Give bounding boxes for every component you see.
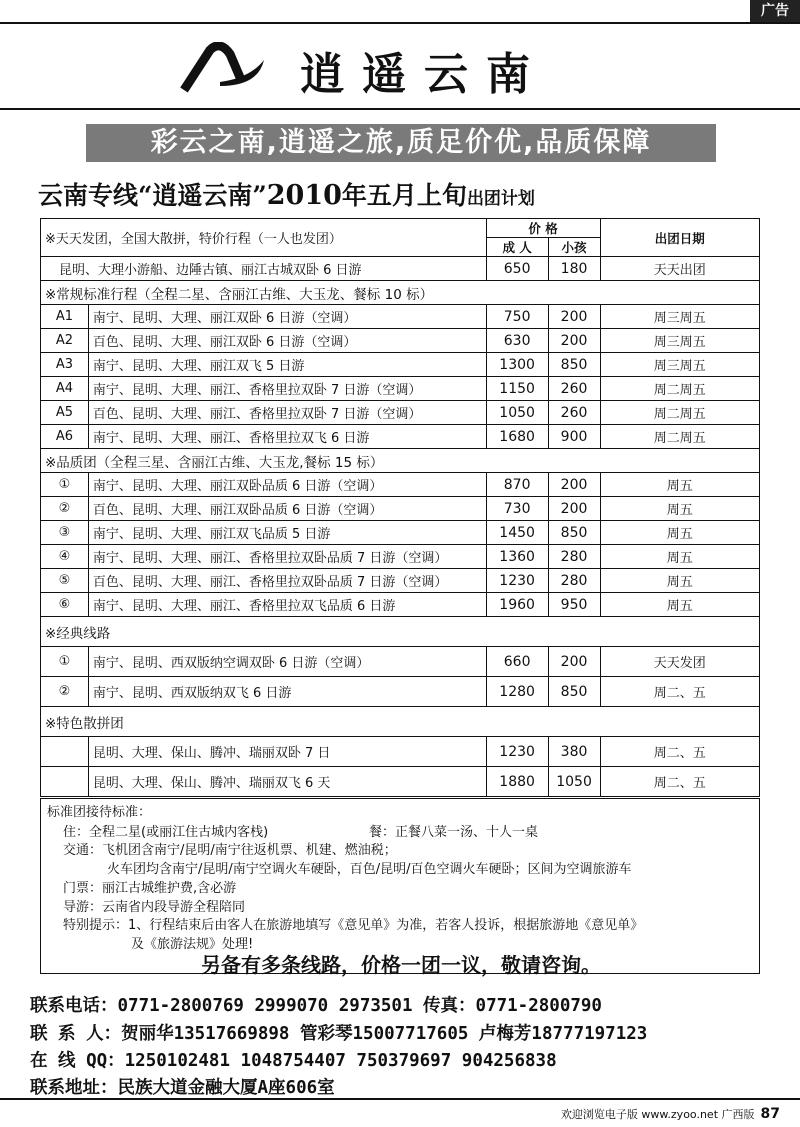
table-row — [41, 521, 760, 545]
route-code: A1 — [41, 305, 89, 329]
page-title — [38, 176, 535, 212]
route-cell: 南宁、昆明、大理、丽江双飞 5 日游 — [88, 353, 486, 377]
route-code: ① — [41, 647, 89, 677]
child-price: 200 — [548, 329, 600, 353]
route-code: ⑤ — [41, 569, 89, 593]
child-price: 280 — [548, 545, 600, 569]
date-header: 出团日期 — [600, 219, 759, 257]
notes-stay: 住：全程二星(或丽江住古城内客栈) — [63, 825, 269, 840]
departure-date: 周二、五 — [600, 677, 759, 707]
table-row — [41, 329, 760, 353]
price-header: 价 格 — [486, 219, 600, 238]
child-price: 280 — [548, 569, 600, 593]
departure-date: 周三周五 — [600, 329, 759, 353]
route-code: A3 — [41, 353, 89, 377]
route-cell: 百色、昆明、大理、丽江双卧品质 6 日游（空调） — [88, 497, 486, 521]
notes-special-2: 及《旅游法规》处理! — [131, 937, 254, 952]
notes-guide: 导游：云南省内段导游全程陪同 — [63, 900, 246, 915]
route-cell: 百色、昆明、大理、丽江、香格里拉双卧 7 日游（空调） — [88, 401, 486, 425]
departure-date: 天天出团 — [600, 257, 759, 281]
departure-date: 天天发团 — [600, 647, 759, 677]
title-year: 2010 — [266, 180, 342, 211]
table-row — [41, 377, 760, 401]
title-prefix: 云南专线“逍遥云南” — [38, 181, 267, 210]
table-row — [41, 401, 760, 425]
route-code — [41, 767, 89, 797]
route-code: ④ — [41, 545, 89, 569]
table-row — [41, 353, 760, 377]
adult-price: 1280 — [486, 677, 548, 707]
footer — [561, 1106, 780, 1122]
table-row — [41, 425, 760, 449]
route-code: A5 — [41, 401, 89, 425]
page-number: 87 — [760, 1106, 780, 1122]
child-price: 200 — [548, 647, 600, 677]
service-standards — [40, 798, 760, 977]
child-price: 200 — [548, 473, 600, 497]
notes-transport-2: 火车团均含南宁/昆明/南宁空调火车硬卧，百色/昆明/百色空调火车硬卧；区间为空调旅游车 — [107, 862, 632, 877]
route-code: ② — [41, 677, 89, 707]
route-cell: 南宁、昆明、大理、丽江、香格里拉双飞 6 日游 — [88, 425, 486, 449]
departure-date: 周五 — [600, 497, 759, 521]
notes-title: 标准团接待标准： — [47, 805, 152, 820]
itinerary-table — [40, 218, 760, 797]
route-cell: 南宁、昆明、大理、丽江双飞品质 5 日游 — [88, 521, 486, 545]
child-price: 850 — [548, 521, 600, 545]
child-price: 200 — [548, 497, 600, 521]
section-heading: ※特色散拼团 — [41, 707, 760, 737]
child-price: 180 — [548, 257, 600, 281]
title-small: 出团计划 — [466, 189, 535, 209]
section-heading-row — [41, 449, 760, 473]
route-cell: 南宁、昆明、大理、丽江、香格里拉双卧品质 7 日游（空调） — [88, 545, 486, 569]
adult-price: 1680 — [486, 425, 548, 449]
route-code: ② — [41, 497, 89, 521]
departure-date: 周五 — [600, 473, 759, 497]
route-cell: 南宁、昆明、大理、丽江双卧 6 日游（空调） — [88, 305, 486, 329]
departure-date: 周二周五 — [600, 377, 759, 401]
brand-name: 逍遥云南 — [300, 49, 548, 100]
route-cell: 昆明、大理、保山、腾冲、瑞丽双飞 6 天 — [88, 767, 486, 797]
title-suffix: 年五月上旬 — [341, 181, 467, 210]
adult-price: 1450 — [486, 521, 548, 545]
table-row — [41, 593, 760, 617]
contact-qq: 在 线 QQ：1250102481 1048754407 750379697 904256838 — [30, 1051, 557, 1071]
table-row — [41, 677, 760, 707]
adult-price: 1880 — [486, 767, 548, 797]
route-cell: 百色、昆明、大理、丽江、香格里拉双卧品质 7 日游（空调） — [88, 569, 486, 593]
adult-price: 750 — [486, 305, 548, 329]
contact-phone: 联系电话：0771-2800769 2999070 2973501 传真：0771-2800790 — [30, 996, 602, 1016]
section-heading: ※天天发团，全国大散拼，特价行程（一人也发团） — [41, 219, 487, 257]
table-row — [41, 737, 760, 767]
adult-price: 1230 — [486, 569, 548, 593]
child-price-header: 小孩 — [548, 238, 600, 257]
table-row — [41, 497, 760, 521]
table-row — [41, 569, 760, 593]
route-cell: 南宁、昆明、西双版纳空调双卧 6 日游（空调） — [88, 647, 486, 677]
child-price: 850 — [548, 677, 600, 707]
contact-person: 联 系 人：贺丽华13517669898 管彩琴15007717605 卢梅芳18777197123 — [30, 1024, 648, 1044]
table-row — [41, 257, 760, 281]
departure-date: 周五 — [600, 569, 759, 593]
notes-transport-1: 交通：飞机团含南宁/昆明/南宁往返机票、机建、燃油税； — [63, 843, 397, 858]
adult-price-header: 成 人 — [486, 238, 548, 257]
section-heading-row — [41, 617, 760, 647]
footer-divider — [0, 1098, 800, 1100]
more-routes-note: 另备有多条线路，价格一团一议，敬请咨询。 — [201, 953, 601, 977]
route-cell: 昆明、大理、保山、腾冲、瑞丽双卧 7 日 — [88, 737, 486, 767]
brand-logo-icon — [180, 42, 270, 94]
route-cell: 南宁、昆明、大理、丽江双卧品质 6 日游（空调） — [88, 473, 486, 497]
route-code: ⑥ — [41, 593, 89, 617]
section-heading: ※经典线路 — [41, 617, 760, 647]
slogan-banner: 彩云之南,逍遥之旅,质足价优,品质保障 — [86, 124, 716, 162]
adult-price: 660 — [486, 647, 548, 677]
child-price: 950 — [548, 593, 600, 617]
notes-meal: 餐：正餐八菜一汤、十人一桌 — [369, 825, 539, 840]
child-price: 850 — [548, 353, 600, 377]
header-row — [41, 219, 760, 238]
section-heading-row — [41, 707, 760, 737]
notes-special-1: 特别提示：1、行程结束后由客人在旅游地填写《意见单》为准，若客人投诉，根据旅游地《意见单》 — [63, 918, 644, 933]
departure-date: 周二周五 — [600, 425, 759, 449]
route-code: ① — [41, 473, 89, 497]
route-code: A4 — [41, 377, 89, 401]
departure-date: 周三周五 — [600, 353, 759, 377]
departure-date: 周二、五 — [600, 737, 759, 767]
route-code: ③ — [41, 521, 89, 545]
table-row — [41, 473, 760, 497]
departure-date: 周三周五 — [600, 305, 759, 329]
section-heading: ※常规标准行程（全程二星、含丽江古维、大玉龙、餐标 10 标） — [41, 281, 760, 305]
contact-address: 联系地址：民族大道金融大厦A座606室 — [30, 1078, 335, 1098]
child-price: 900 — [548, 425, 600, 449]
table-row — [41, 305, 760, 329]
adult-price: 630 — [486, 329, 548, 353]
child-price: 260 — [548, 377, 600, 401]
departure-date: 周二周五 — [600, 401, 759, 425]
adult-price: 1230 — [486, 737, 548, 767]
adult-price: 650 — [486, 257, 548, 281]
route-cell: 南宁、昆明、西双版纳双飞 6 日游 — [88, 677, 486, 707]
child-price: 380 — [548, 737, 600, 767]
section-heading-row — [41, 281, 760, 305]
adult-price: 730 — [486, 497, 548, 521]
route-cell: 百色、昆明、大理、丽江双卧 6 日游（空调） — [88, 329, 486, 353]
departure-date: 周五 — [600, 545, 759, 569]
adult-price: 1960 — [486, 593, 548, 617]
route-code: A2 — [41, 329, 89, 353]
adult-price: 1050 — [486, 401, 548, 425]
section-heading: ※品质团（全程三星、含丽江古维、大玉龙,餐标 15 标） — [41, 449, 760, 473]
table-row — [41, 767, 760, 797]
footer-text: 欢迎浏览电子版 www.zyoo.net 广西版 — [560, 1108, 755, 1121]
adult-price: 1300 — [486, 353, 548, 377]
adult-price: 870 — [486, 473, 548, 497]
route-code — [41, 737, 89, 767]
adult-price: 1360 — [486, 545, 548, 569]
notes-tickets: 门票：丽江古城维护费,含必游 — [63, 881, 237, 896]
route-cell: 南宁、昆明、大理、丽江、香格里拉双卧 7 日游（空调） — [88, 377, 486, 401]
child-price: 260 — [548, 401, 600, 425]
adult-price: 1150 — [486, 377, 548, 401]
departure-date: 周五 — [600, 593, 759, 617]
ad-tag: 广告 — [750, 0, 800, 22]
departure-date: 周二、五 — [600, 767, 759, 797]
table-row — [41, 647, 760, 677]
child-price: 200 — [548, 305, 600, 329]
route-code: A6 — [41, 425, 89, 449]
child-price: 1050 — [548, 767, 600, 797]
route-cell: 昆明、大理小游船、边陲古镇、丽江古城双卧 6 日游 — [41, 257, 487, 281]
departure-date: 周五 — [600, 521, 759, 545]
table-row — [41, 545, 760, 569]
route-cell: 南宁、昆明、大理、丽江、香格里拉双飞品质 6 日游 — [88, 593, 486, 617]
